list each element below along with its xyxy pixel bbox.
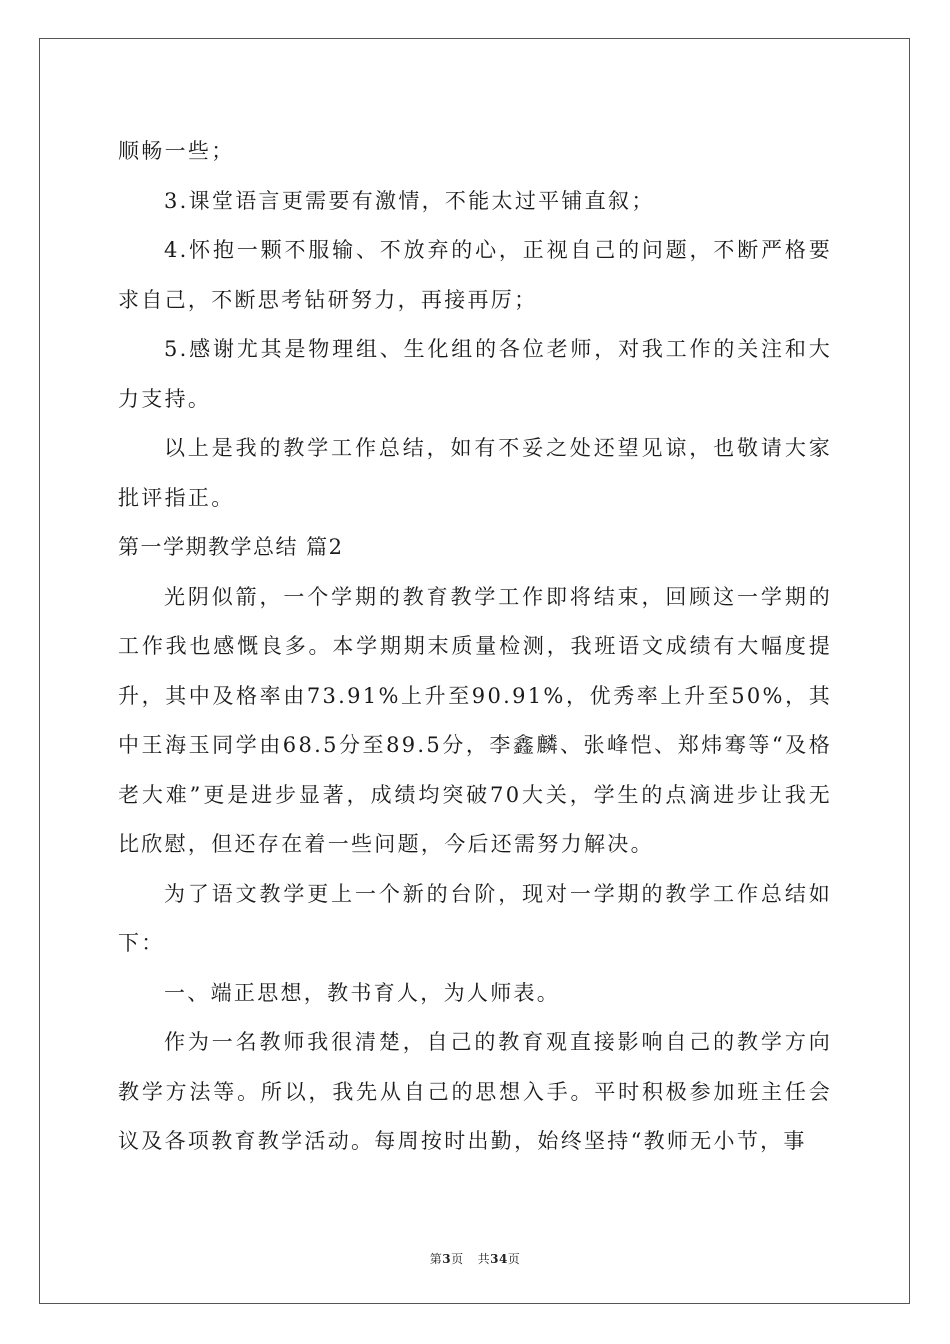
total-pages: 34 <box>490 1252 508 1266</box>
paragraph-body: 作为一名教师我很清楚，自己的教育观直接影响自己的教学方向教学方法等。所以，我先从自己的思想入手。平时积极参加班主任会议及各项教育教学活动。每周按时出勤，始终坚持“教师无小节，事 <box>118 1030 832 1153</box>
paragraph-item-5: 5.感谢尤其是物理组、生化组的各位老师，对我工作的关注和大力支持。 <box>118 337 832 411</box>
document-body <box>118 127 832 1167</box>
total-prefix: 共 <box>477 1252 491 1266</box>
subsection-heading: 一、端正思想，教书育人，为人师表。 <box>164 980 561 1005</box>
total-suffix: 页 <box>507 1252 521 1266</box>
page-footer <box>0 1250 950 1267</box>
paragraph-closing: 以上是我的教学工作总结，如有不妥之处还望见谅，也敬请大家批评指正。 <box>118 436 832 510</box>
page-suffix: 页 <box>451 1252 464 1266</box>
page-prefix: 第 <box>429 1252 443 1266</box>
paragraph-item-3: 3.课堂语言更需要有激情，不能太过平铺直叙； <box>164 188 655 213</box>
paragraph-item-4: 4.怀抱一颗不服输、不放弃的心，正视自己的问题，不断严格要求自己，不断思考钻研努力，再接再厉； <box>118 238 832 312</box>
paragraph-intro: 光阴似箭，一个学期的教育教学工作即将结束，回顾这一学期的工作我也感慨良多。本学期期末质量检测，我班语文成绩有大幅度提升，其中及格率由73.91%上升至90.91%，优秀率上升至50%，其中王海玉同学由68.5分至89.5分，李鑫麟、张峰恺、郑炜骞等“及格老大难”更是进步显著，成绩均突破70大关，学生的点滴进步让我无比欣慰，但还存在着一些问题，今后还需努力解决。 <box>118 584 832 856</box>
section-heading: 第一学期教学总结 篇2 <box>118 535 344 559</box>
page-number: 3 <box>442 1252 452 1266</box>
paragraph-continuation: 顺畅一些； <box>118 139 235 163</box>
paragraph-summary-lead: 为了语文教学更上一个新的台阶，现对一学期的教学工作总结如下： <box>118 881 832 955</box>
